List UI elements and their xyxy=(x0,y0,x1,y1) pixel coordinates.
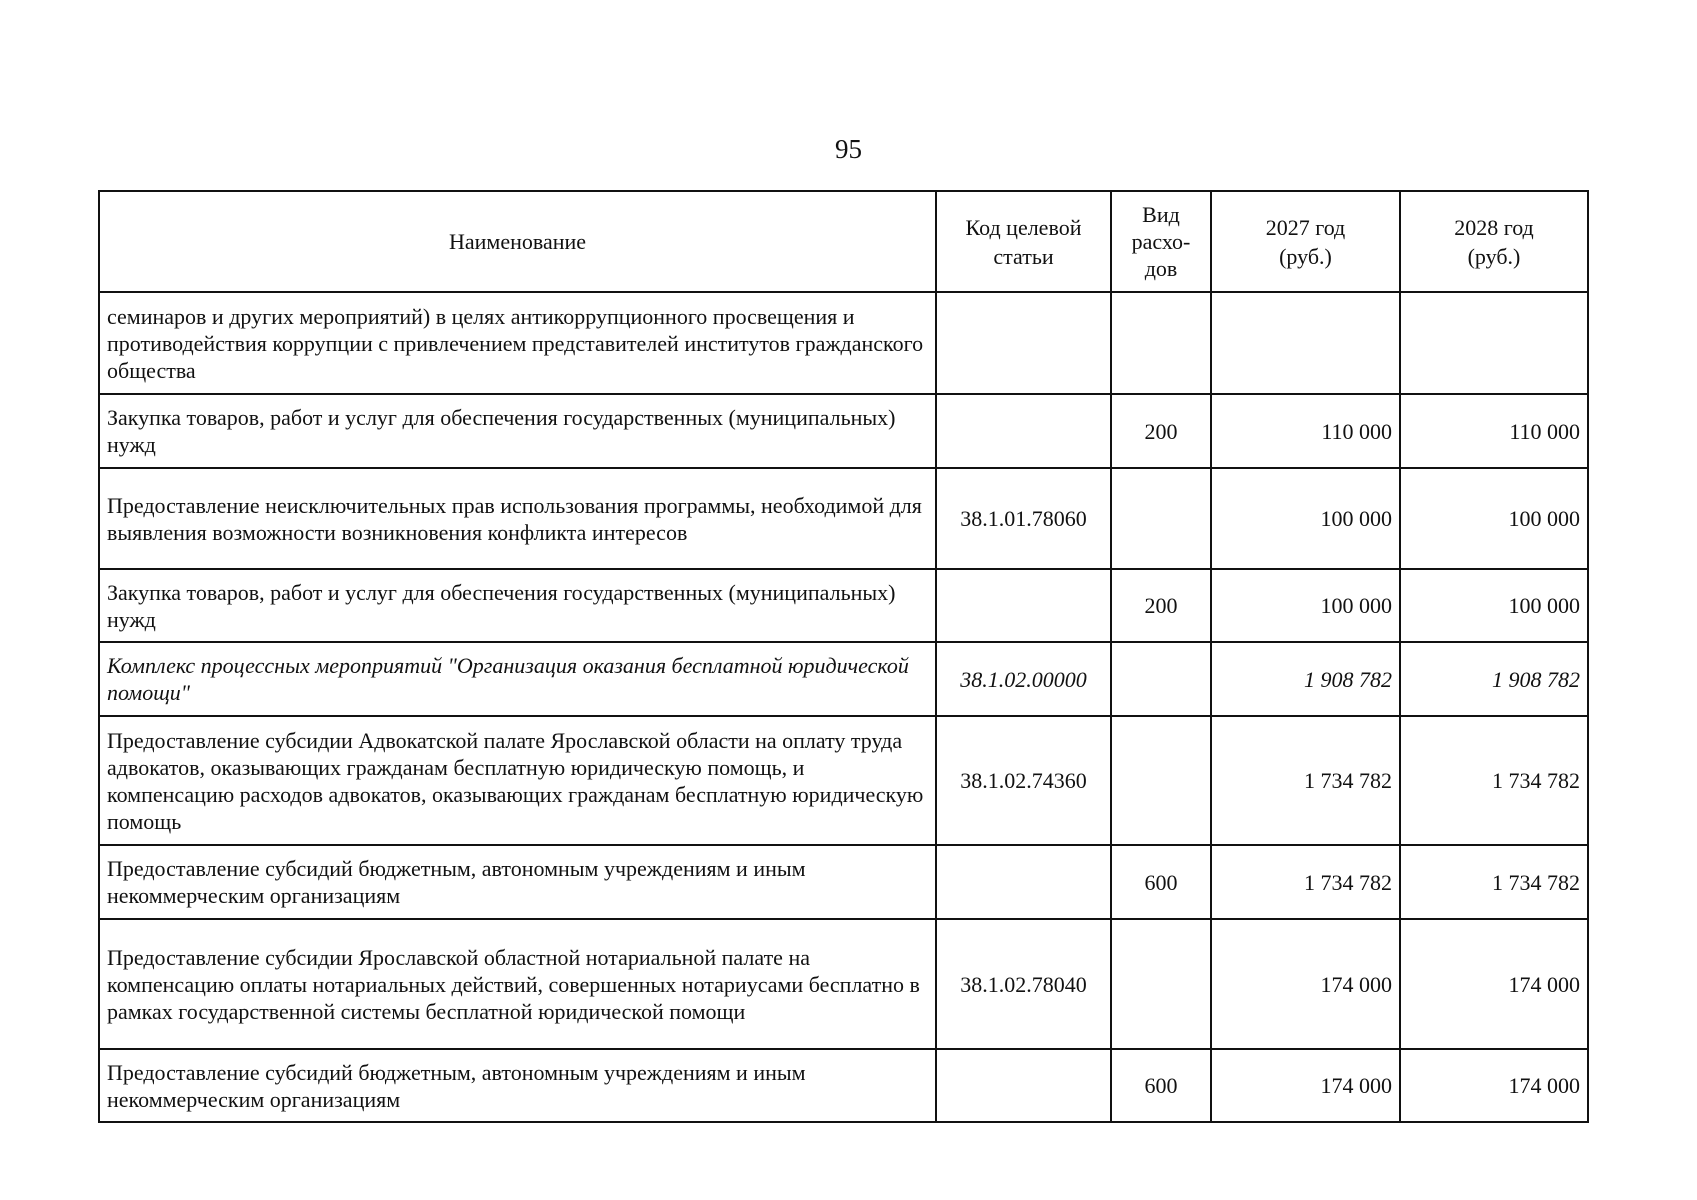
table-row xyxy=(99,394,1588,468)
cell-name: Комплекс процессных мероприятий "Организация оказания бесплатной юридической помощи" xyxy=(99,642,936,716)
cell-2028: 100 000 xyxy=(1400,569,1588,642)
table-row xyxy=(99,569,1588,642)
header-code-text: Код целевой статьи xyxy=(965,214,1082,269)
cell-code: 38.1.01.78060 xyxy=(936,468,1111,569)
header-2027-line2: (руб.) xyxy=(1279,243,1332,269)
cell-code: 38.1.02.00000 xyxy=(936,642,1111,716)
budget-table xyxy=(98,190,1589,1123)
cell-vid xyxy=(1111,716,1211,845)
cell-vid xyxy=(1111,292,1211,394)
cell-2027: 174 000 xyxy=(1211,919,1400,1049)
cell-2028 xyxy=(1400,292,1588,394)
cell-name: Предоставление субсидии Ярославской областной нотариальной палате на компенсацию оплаты нотариальных действий, совершенных нотариусами бесплатно в рамках государственной системы бесплатной юридической помощи xyxy=(99,919,936,1049)
header-2028-line1: 2028 год xyxy=(1454,214,1534,240)
cell-vid: 600 xyxy=(1111,845,1211,919)
cell-code xyxy=(936,292,1111,394)
cell-2028: 1 734 782 xyxy=(1400,716,1588,845)
cell-2028: 1 908 782 xyxy=(1400,642,1588,716)
cell-2028: 100 000 xyxy=(1400,468,1588,569)
cell-vid xyxy=(1111,919,1211,1049)
table-row xyxy=(99,716,1588,845)
cell-code xyxy=(936,569,1111,642)
cell-vid: 200 xyxy=(1111,394,1211,468)
table-row xyxy=(99,845,1588,919)
cell-2027: 100 000 xyxy=(1211,468,1400,569)
cell-2027: 1 734 782 xyxy=(1211,845,1400,919)
cell-code xyxy=(936,394,1111,468)
cell-name: Предоставление субсидий бюджетным, автономным учреждениям и иным некоммерческим организациям xyxy=(99,1049,936,1122)
cell-name: семинаров и других мероприятий) в целях антикоррупционного просвещения и противодействия коррупции с привлечением представителей институтов гражданского общества xyxy=(99,292,936,394)
cell-name: Предоставление неисключительных прав использования программы, необходимой для выявления возможности возникновения конфликта интересов xyxy=(99,468,936,569)
cell-name: Предоставление субсидии Адвокатской палате Ярославской области на оплату труда адвокатов, оказывающих гражданам бесплатную юридическую помощь, и компенсацию расходов адвокатов, оказывающих гражданам бесплатную юридическую помощь xyxy=(99,716,936,845)
page-number: 95 xyxy=(835,134,862,164)
table-row xyxy=(99,468,1588,569)
table-header-row xyxy=(99,191,1588,292)
table-row xyxy=(99,1049,1588,1122)
cell-vid: 600 xyxy=(1111,1049,1211,1122)
cell-vid xyxy=(1111,468,1211,569)
table-row xyxy=(99,642,1588,716)
cell-vid xyxy=(1111,642,1211,716)
header-2028 xyxy=(1400,191,1588,292)
header-vid-line3: дов xyxy=(1144,256,1178,281)
cell-code xyxy=(936,845,1111,919)
cell-2028: 1 734 782 xyxy=(1400,845,1588,919)
cell-vid: 200 xyxy=(1111,569,1211,642)
header-2027-line1: 2027 год xyxy=(1265,214,1346,240)
cell-2027: 100 000 xyxy=(1211,569,1400,642)
header-2027 xyxy=(1211,191,1400,292)
cell-2027: 1 734 782 xyxy=(1211,716,1400,845)
cell-name: Закупка товаров, работ и услуг для обеспечения государственных (муниципальных) нужд xyxy=(99,569,936,642)
cell-name: Предоставление субсидий бюджетным, автономным учреждениям и иным некоммерческим организациям xyxy=(99,845,936,919)
header-vid-line1: Вид xyxy=(1142,202,1180,227)
cell-2027: 1 908 782 xyxy=(1211,642,1400,716)
cell-2027: 110 000 xyxy=(1211,394,1400,468)
header-code xyxy=(936,191,1111,292)
cell-code: 38.1.02.78040 xyxy=(936,919,1111,1049)
header-2028-line2: (руб.) xyxy=(1467,243,1521,269)
table-row xyxy=(99,919,1588,1049)
cell-name: Закупка товаров, работ и услуг для обеспечения государственных (муниципальных) нужд xyxy=(99,394,936,468)
cell-2028: 174 000 xyxy=(1400,919,1588,1049)
header-vid xyxy=(1111,191,1211,292)
header-vid-line2: расхо- xyxy=(1131,229,1191,254)
header-name: Наименование xyxy=(99,191,936,292)
cell-2027: 174 000 xyxy=(1211,1049,1400,1122)
cell-code xyxy=(936,1049,1111,1122)
cell-code: 38.1.02.74360 xyxy=(936,716,1111,845)
cell-2028: 110 000 xyxy=(1400,394,1588,468)
cell-2027 xyxy=(1211,292,1400,394)
table-row xyxy=(99,292,1588,394)
cell-2028: 174 000 xyxy=(1400,1049,1588,1122)
